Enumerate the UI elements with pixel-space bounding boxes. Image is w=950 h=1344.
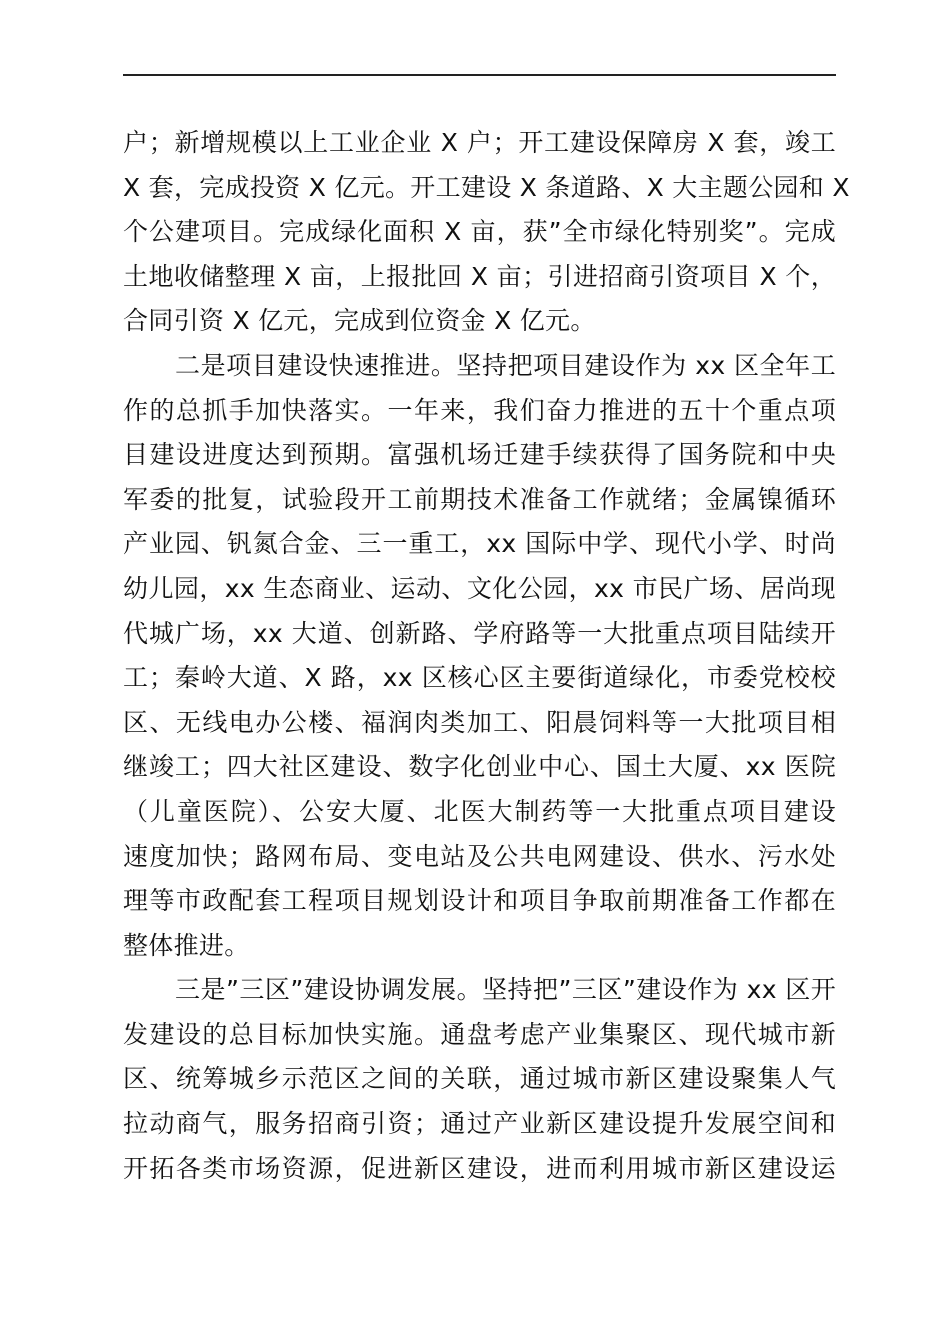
text-line: 户；新增规模以上工业企业 X 户；开工建设保障房 X 套，竣工 <box>123 128 836 157</box>
text-line: 区、无线电办公楼、福润肉类加工、阳晨饲料等一大批项目相 <box>123 707 836 737</box>
text-line: 区、统筹城乡示范区之间的关联，通过城市新区建设聚集人气 <box>123 1064 836 1094</box>
text-line: 二是项目建设快速推进。坚持把项目建设作为 xx 区全年工 <box>175 350 836 380</box>
paragraph <box>123 968 836 1191</box>
text-line: 代城广场，xx 大道、创新路、学府路等一大批重点项目陆续开 <box>123 618 836 648</box>
text-line: 理等市政配套工程项目规划设计和项目争取前期准备工作都在 <box>123 886 836 916</box>
text-line: 整体推进。 <box>123 930 250 960</box>
text-line: 幼儿园，xx 生态商业、运动、文化公园，xx 市民广场、居尚现 <box>123 573 836 603</box>
text-line: 土地收储整理 X 亩，上报批回 X 亩；引进招商引资项目 X 个， <box>123 261 836 291</box>
text-line: 产业园、钒氮合金、三一重工，xx 国际中学、现代小学、时尚 <box>123 529 836 559</box>
text-line: 拉动商气，服务招商引资；通过产业新区建设提升发展空间和 <box>123 1109 836 1139</box>
paragraph <box>123 121 850 344</box>
text-line: 继竣工；四大社区建设、数字化创业中心、国土大厦、xx 医院 <box>123 752 836 782</box>
document-body <box>123 121 850 1191</box>
text-line: 军委的批复，试验段开工前期技术准备工作就绪；金属镍循环 <box>123 484 836 514</box>
text-line: 作的总抓手加快落实。一年来，我们奋力推进的五十个重点项 <box>123 395 836 425</box>
text-line: 三是”三区”建设协调发展。坚持把”三区”建设作为 xx 区开 <box>175 975 836 1005</box>
text-line: 目建设进度达到预期。富强机场迁建手续获得了国务院和中央 <box>123 440 836 470</box>
text-line: （儿童医院）、公安大厦、北医大制药等一大批重点项目建设 <box>123 796 836 826</box>
text-line: 合同引资 X 亿元，完成到位资金 X 亿元。 <box>123 306 596 336</box>
header-rule <box>123 74 836 76</box>
paragraph <box>123 344 836 968</box>
text-line: 工；秦岭大道、X 路，xx 区核心区主要街道绿化，市委党校校 <box>123 663 836 693</box>
text-line: X 套，完成投资 X 亿元。开工建设 X 条道路、X 大主题公园和 X <box>123 172 850 202</box>
text-line: 发建设的总目标加快实施。通盘考虑产业集聚区、现代城市新 <box>123 1019 836 1049</box>
text-line: 开拓各类市场资源，促进新区建设，进而利用城市新区建设运 <box>123 1153 836 1183</box>
text-line: 速度加快；路网布局、变电站及公共电网建设、供水、污水处 <box>123 841 836 871</box>
text-line: 个公建项目。完成绿化面积 X 亩，获”全市绿化特别奖”。完成 <box>123 217 836 247</box>
